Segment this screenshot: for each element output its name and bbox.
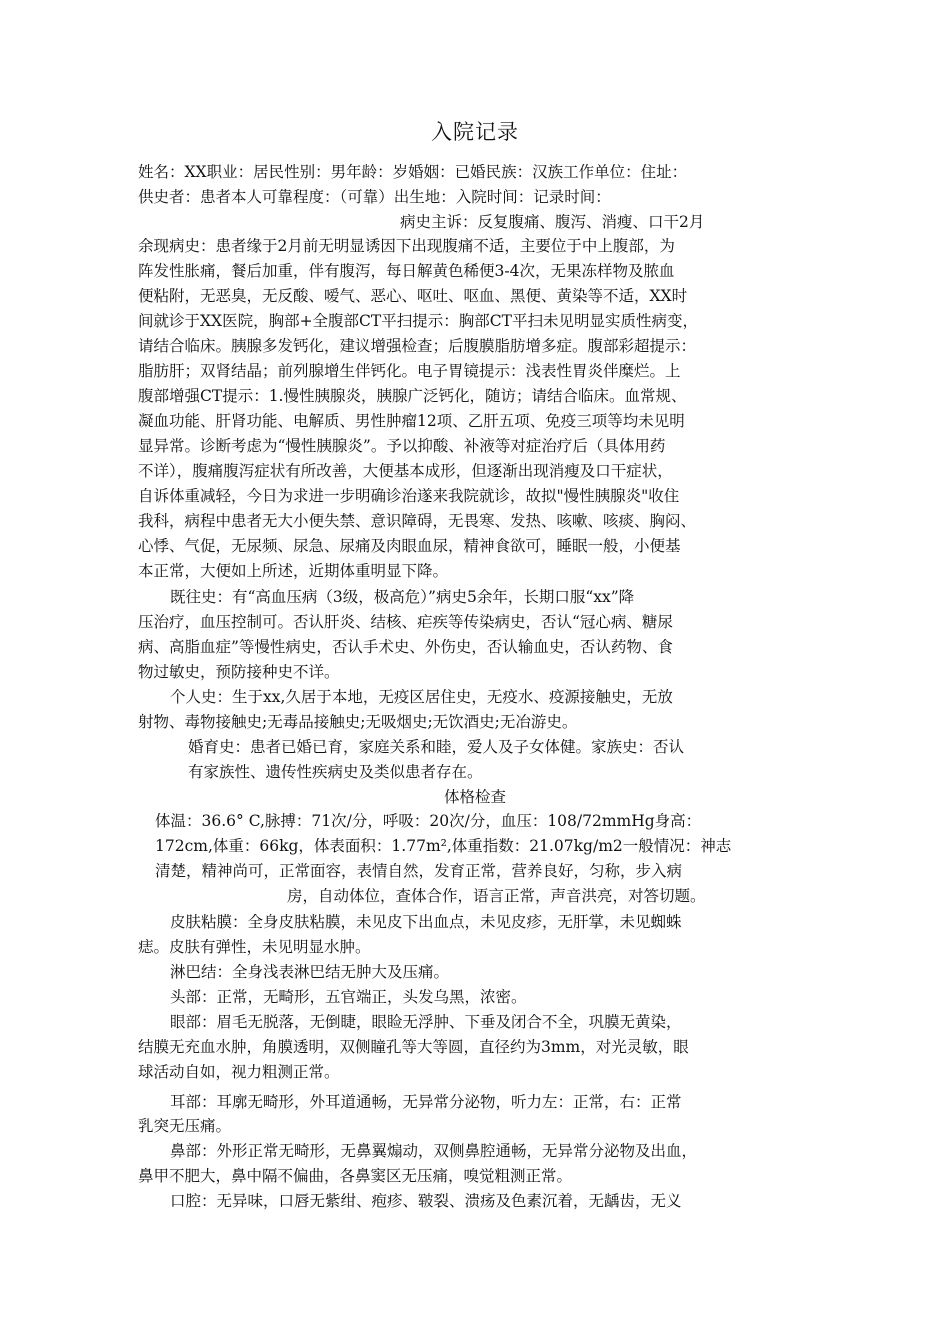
text-line: 病史主诉：反复腹痛、腹泻、消瘦、口干2月 [400, 213, 705, 231]
text-line: 体温：36.6° C,脉搏：71次/分，呼吸：20次/分，血压：108/72mmHg身高： [155, 812, 702, 830]
text-line: 头部：正常，无畸形，五官端正，头发乌黑，浓密。 [170, 988, 527, 1006]
text-line: 压治疗，血压控制可。否认肝炎、结核、疟疾等传染病史，否认“冠心病、糖尿 [138, 613, 673, 631]
text-line: 脂肪肝；双肾结晶；前列腺增生伴钙化。电子胃镜提示：浅表性胃炎伴糜烂。上 [138, 362, 681, 380]
text-line: 耳部：耳廓无畸形，外耳道通畅，无异常分泌物，听力左：正常，右：正常 [170, 1093, 682, 1111]
text-line: 鼻部：外形正常无畸形，无鼻翼煽动，双侧鼻腔通畅，无异常分泌物及出血， [170, 1142, 698, 1160]
text-line: 鼻甲不肥大，鼻中隔不偏曲，各鼻窦区无压痛，嗅觉粗测正常。 [138, 1167, 573, 1185]
text-line: 结膜无充血水肿，角膜透明，双侧瞳孔等大等圆，直径约为3mm，对光灵敏，眼 [138, 1038, 689, 1056]
text-line: 体格检查 [443, 788, 506, 806]
text-line: 房，自动体位，查体合作，语言正常，声音洪亮，对答切题。 [287, 887, 706, 905]
text-line: 物过敏史，预防接种史不详。 [138, 663, 340, 681]
text-line: 显异常。诊断考虑为“慢性胰腺炎”。予以抑酸、补液等对症治疗后（具体用药 [138, 437, 666, 455]
text-line: 自诉体重减轻，今日为求进一步明确诊治遂来我院就诊，故拟"慢性胰腺炎"收住 [138, 487, 680, 505]
text-line: 不详），腹痛腹泻症状有所改善，大便基本成形，但逐渐出现消瘦及口干症状， [138, 462, 673, 480]
text-line: 请结合临床。胰腺多发钙化，建议增强检查；后腹膜脂肪增多症。腹部彩超提示： [138, 337, 697, 355]
text-line: 姓名：XX职业：居民性别：男年龄：岁婚姻：已婚民族：汉族工作单位：住址： [138, 163, 688, 181]
text-line: 间就诊于XX医院，胸部+全腹部CT平扫提示：胸部CT平扫未见明显实质性病变， [138, 312, 698, 330]
text-line: 172cm,体重：66kg，体表面积：1.77m²,体重指数：21.07kg/m2一般情况：神志 [155, 837, 732, 855]
text-line: 阵发性胀痛，餐后加重，伴有腹泻，每日解黄色稀便3-4次，无果冻样物及脓血 [138, 262, 675, 280]
text-line: 我科，病程中患者无大小便失禁、意识障碍，无畏寒、发热、咳嗽、咳痰、胸闷、 [138, 512, 697, 530]
text-line: 眼部：眉毛无脱落，无倒睫，眼睑无浮肿、下垂及闭合不全，巩膜无黄染， [170, 1013, 682, 1031]
text-line: 痣。皮肤有弹性，未见明显水肿。 [138, 938, 371, 956]
text-line: 心悸、气促，无尿频、尿急、尿痛及肉眼血尿，精神食欲可，睡眠一般，小便基 [138, 537, 681, 555]
text-line: 个人史：生于xx,久居于本地，无疫区居住史，无疫水、疫源接触史，无放 [170, 688, 673, 706]
text-line: 有家族性、遗传性疾病史及类似患者存在。 [188, 763, 483, 781]
text-line: 病、高脂血症”等慢性病史，否认手术史、外伤史，否认输血史，否认药物、食 [138, 638, 673, 656]
text-line: 腹部增强CT提示：1.慢性胰腺炎，胰腺广泛钙化，随访；请结合临床。血常规、 [138, 387, 687, 405]
text-line: 乳突无压痛。 [138, 1117, 232, 1135]
text-line: 余现病史：患者缘于2月前无明显诱因下出现腹痛不适，主要位于中上腹部，为 [138, 237, 675, 255]
text-line: 既往史：有“高血压病（3级，极高危）”病史5余年，长期口服“xx”降 [170, 588, 635, 606]
text-line: 清楚，精神尚可，正常面容，表情自然，发育正常，营养良好，匀称，步入病 [155, 862, 683, 880]
text-line: 淋巴结：全身浅表淋巴结无肿大及压痛。 [170, 963, 450, 981]
text-line: 凝血功能、肝肾功能、电解质、男性肿瘤12项、乙肝五项、免疫三项等均未见明 [138, 412, 685, 430]
text-line: 皮肤粘膜：全身皮肤粘膜，未见皮下出血点，未见皮疹，无肝掌，未见蜘蛛 [170, 913, 682, 931]
text-line: 口腔：无异味，口唇无紫绀、疱疹、皲裂、溃疡及色素沉着，无龋齿，无义 [170, 1192, 682, 1210]
text-line: 婚育史：患者已婚已育，家庭关系和睦，爱人及子女体健。家族史：否认 [188, 738, 685, 756]
text-line: 本正常，大便如上所述，近期体重明显下降。 [138, 562, 449, 580]
text-line: 射物、毒物接触史;无毒品接触史;无吸烟史;无饮酒史;无冶游史。 [138, 713, 578, 731]
text-line: 球活动自如，视力粗测正常。 [138, 1063, 340, 1081]
text-line: 便粘附，无恶臭，无反酸、嗳气、恶心、呕吐、呕血、黑便、黄染等不适，XX时 [138, 287, 688, 305]
document-title: 入院记录 [431, 120, 519, 144]
text-line: 供史者：患者本人可靠程度：（可靠）出生地：入院时间：记录时间： [138, 188, 611, 206]
